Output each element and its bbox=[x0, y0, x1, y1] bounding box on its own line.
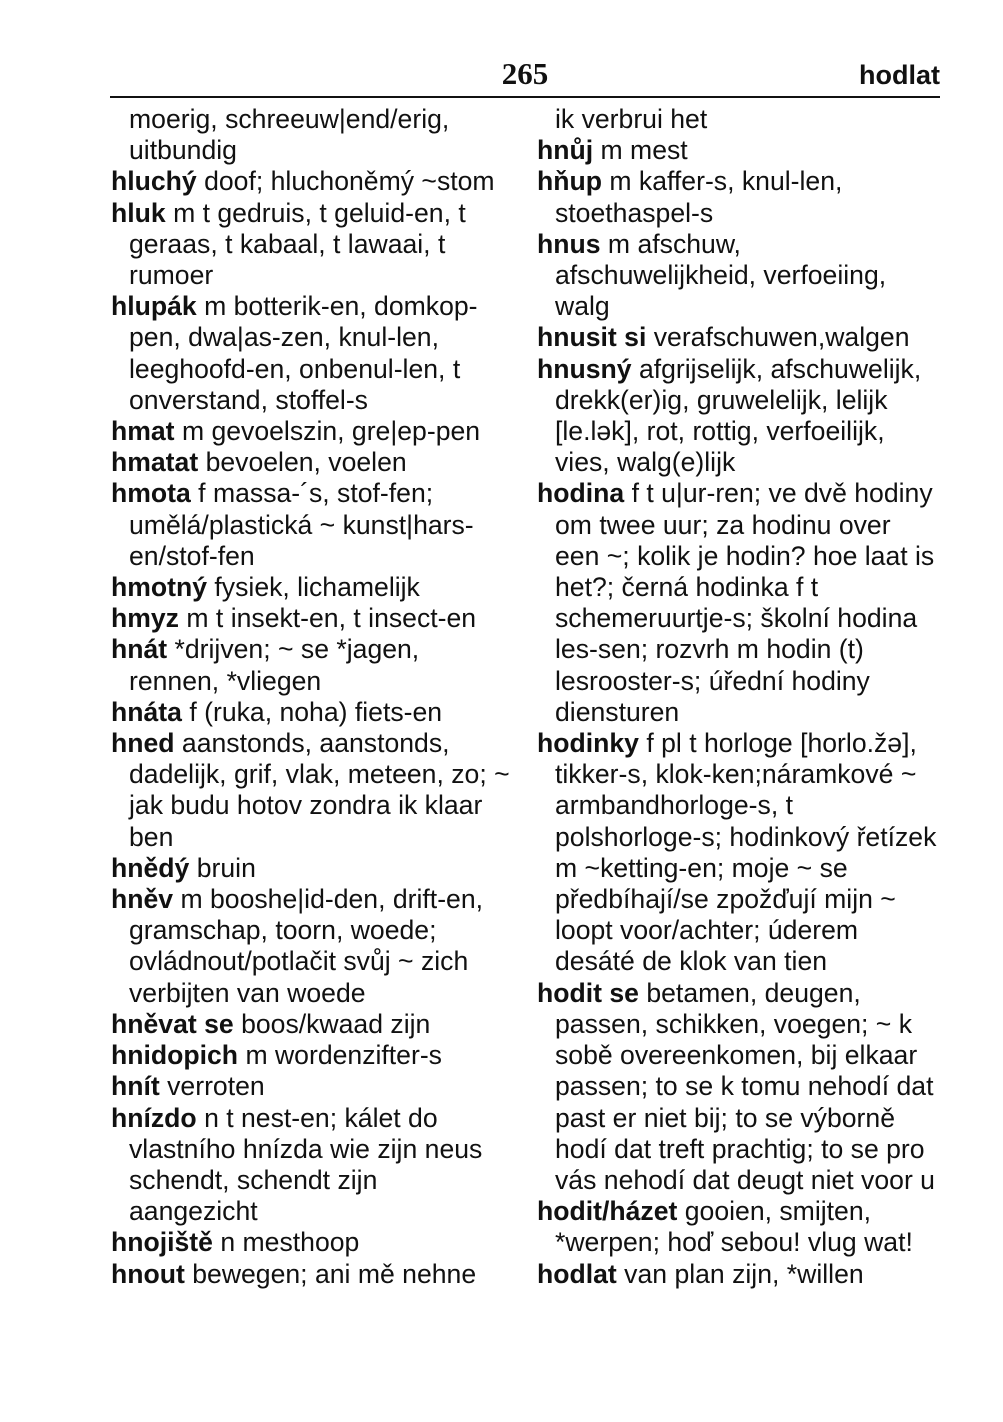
entry-text: aanstonds, aanstonds, dadelijk, grif, vlak, meteen, zo; ~ jak budu hotov zondra ik klaar ben bbox=[129, 728, 510, 852]
headword: hnojiště bbox=[111, 1227, 213, 1258]
headword: hnědý bbox=[111, 852, 190, 883]
headword: hned bbox=[111, 728, 175, 759]
headword: hodlat bbox=[537, 1258, 617, 1289]
page-header bbox=[110, 52, 940, 98]
entry-text: doof; hluchoněmý ~stom bbox=[204, 166, 495, 197]
entry-text: n t nest-en; kálet do vlastního hnízda wie zijn neus schendt, schendt zijn aangezicht bbox=[129, 1102, 483, 1227]
entry-text: verafschuwen,walgen bbox=[653, 322, 910, 353]
entry-text: f (ruka, noha) fiets-en bbox=[189, 696, 443, 727]
header-rule bbox=[110, 96, 940, 98]
headword: hmat bbox=[111, 416, 175, 447]
headword: hluk bbox=[111, 197, 166, 228]
entry-text: m kaffer-s, knul-len, stoethaspel-s bbox=[555, 166, 843, 228]
headword: hňup bbox=[537, 166, 602, 197]
entry-text: m botterik-en, domkop-pen, dwa|as-zen, knul-len, leeghoofd-en, onbenul-len, t onverstand, stoffel-s bbox=[129, 291, 478, 415]
left-column bbox=[111, 104, 513, 1290]
entry-text: f pl t horloge [horlo.žə], tikker-s, klok-ken;náramkové ~ armbandhorloge-s, t polshorloge-s; hodinkový řetízek m ~ketting-en; moje ~ se předbíhají/se zpožďují mijn ~ loopt voor/achter; úderem desáté de klok van tien bbox=[555, 728, 937, 977]
dictionary-entry bbox=[111, 728, 513, 853]
page-number: 265 bbox=[501, 56, 549, 91]
dictionary-entry bbox=[111, 853, 513, 884]
headword: hnout bbox=[111, 1258, 185, 1289]
dictionary-entry bbox=[537, 229, 939, 323]
headword: hnusný bbox=[537, 353, 632, 384]
headword: hodit se bbox=[537, 977, 639, 1008]
dictionary-entry bbox=[111, 478, 513, 572]
entry-text: m gevoelszin, gre|ep-pen bbox=[181, 416, 481, 447]
dictionary-entry bbox=[111, 1103, 513, 1228]
dictionary-entry bbox=[111, 416, 513, 447]
dictionary-entry bbox=[537, 354, 939, 479]
entry-text: bewegen; ani mě nehne bbox=[192, 1258, 477, 1289]
entry-text: f t u|ur-ren; ve dvě hodiny om twee uur; za hodinu over een ~; kolik je hodin? hoe laat is het?; černá hodinka f t schemeruurtje-s; školní hodina les-sen; rozvrh m hodin (t) lesrooster-s; úřední hodiny diensturen bbox=[555, 478, 935, 727]
entry-text: m mest bbox=[600, 135, 688, 166]
headword: hnusit si bbox=[537, 322, 647, 353]
headword: hnáta bbox=[111, 696, 182, 727]
headword: hlupák bbox=[111, 291, 197, 322]
right-column bbox=[537, 104, 939, 1290]
dictionary-entry bbox=[111, 104, 513, 166]
entry-text: betamen, deugen, passen, schikken, voegen; ~ k sobě overeenkomen, bij elkaar passen; to se k tomu nehodí dat past er niet bij; to se výborně hodí dat treft prachtig; to se pro vás nehodí dat deugt niet voor u bbox=[555, 977, 935, 1195]
dictionary-entry bbox=[537, 728, 939, 978]
headword: hněvat se bbox=[111, 1008, 234, 1039]
entry-text: m t insekt-en, t insect-en bbox=[186, 603, 477, 634]
entry-text: afgrijselijk, afschuwelijk, drekk(er)ig, gruwelelijk, lelijk [le.lək], rot, rottig, verfoeilijk, vies, walg(e)lijk bbox=[555, 353, 922, 478]
entry-text: m booshe|id-den, drift-en, gramschap, toorn, woede; ovládnout/potlačit svůj ~ zich verbijten van woede bbox=[129, 884, 484, 1008]
dictionary-entry bbox=[111, 1009, 513, 1040]
headword: hmatat bbox=[111, 447, 199, 478]
dictionary-entry bbox=[537, 322, 939, 353]
entry-text: boos/kwaad zijn bbox=[241, 1008, 431, 1039]
dictionary-entry bbox=[537, 166, 939, 228]
headword: hnát bbox=[111, 634, 168, 665]
headword: hnízdo bbox=[111, 1102, 197, 1133]
headword: hodinky bbox=[537, 728, 639, 759]
headword: hnít bbox=[111, 1071, 160, 1102]
entry-text: gooien, smijten, *werpen; hoď sebou! vlug wat! bbox=[555, 1196, 913, 1258]
dictionary-entry bbox=[537, 135, 939, 166]
headword: hněv bbox=[111, 884, 174, 915]
headword: hodina bbox=[537, 478, 625, 509]
dictionary-entry bbox=[111, 603, 513, 634]
entry-text: verroten bbox=[167, 1071, 265, 1102]
headword: hnidopich bbox=[111, 1040, 239, 1071]
dictionary-entry bbox=[111, 1227, 513, 1258]
dictionary-entry bbox=[111, 572, 513, 603]
dictionary-entry bbox=[111, 447, 513, 478]
entry-text: n mesthoop bbox=[220, 1227, 360, 1258]
entry-text: moerig, schreeuw|end/erig, uitbundig bbox=[129, 104, 450, 166]
dictionary-entry bbox=[111, 1040, 513, 1071]
dictionary-entry bbox=[111, 291, 513, 416]
dictionary-entry bbox=[111, 634, 513, 696]
headword: hnus bbox=[537, 228, 601, 259]
entry-text: f massa-´s, stof-fen; umělá/plastická ~ kunst|hars-en/stof-fen bbox=[129, 478, 474, 571]
entry-text: ik verbrui het bbox=[555, 104, 708, 134]
headword: hnůj bbox=[537, 135, 594, 166]
entry-text: fysiek, lichamelijk bbox=[214, 572, 420, 603]
entry-text: bevoelen, voelen bbox=[205, 447, 407, 478]
headword: hmyz bbox=[111, 603, 179, 634]
dictionary-entry bbox=[537, 1259, 939, 1290]
entry-text: m afschuw, afschuwelijkheid, verfoeiing, walg bbox=[555, 228, 887, 322]
dictionary-entry bbox=[111, 1259, 513, 1290]
guide-word: hodlat bbox=[859, 60, 940, 90]
headword: hmota bbox=[111, 478, 191, 509]
headword: hmotný bbox=[111, 572, 208, 603]
entry-text: bruin bbox=[196, 852, 256, 883]
entry-text: m wordenzifter-s bbox=[245, 1040, 442, 1071]
dictionary-entry bbox=[111, 697, 513, 728]
dictionary-entry bbox=[537, 978, 939, 1196]
dictionary-entry bbox=[111, 884, 513, 1009]
headword: hodit/házet bbox=[537, 1196, 678, 1227]
entry-text: m t gedruis, t geluid-en, t geraas, t kabaal, t lawaai, t rumoer bbox=[129, 197, 466, 291]
dictionary-entry bbox=[111, 166, 513, 197]
entry-text: *drijven; ~ se *jagen, rennen, *vliegen bbox=[129, 634, 420, 696]
dictionary-entry bbox=[537, 104, 939, 135]
headword: hluchý bbox=[111, 166, 197, 197]
dictionary-entry bbox=[537, 1196, 939, 1258]
dictionary-entry bbox=[111, 198, 513, 292]
dictionary-entry bbox=[537, 478, 939, 728]
entry-text: van plan zijn, *willen bbox=[624, 1258, 864, 1289]
dictionary-entry bbox=[111, 1071, 513, 1102]
